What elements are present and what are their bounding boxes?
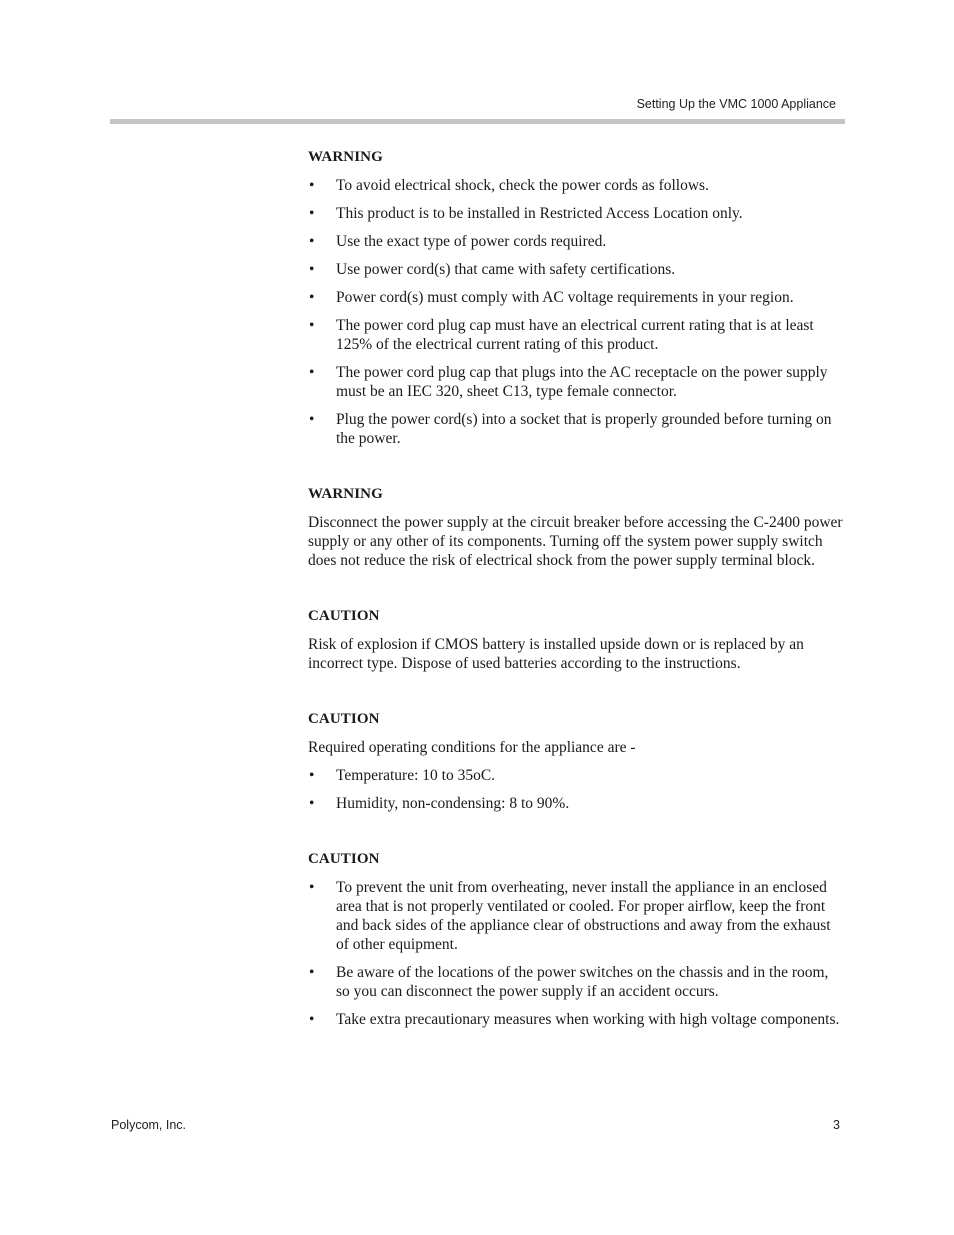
bullet-list bbox=[308, 878, 845, 1029]
header-rule bbox=[110, 119, 845, 124]
bullet-text: Power cord(s) must comply with AC voltage requirements in your region. bbox=[336, 289, 794, 306]
bullet-text: The power cord plug cap that plugs into the AC receptacle on the power supply must be an IEC 320, sheet C13, type female connector. bbox=[336, 364, 828, 400]
bullet-item bbox=[308, 204, 845, 223]
bullet-symbol: • bbox=[309, 879, 315, 896]
bullet-item bbox=[308, 794, 845, 813]
bullet-item bbox=[308, 176, 845, 195]
bullet-symbol: • bbox=[309, 1011, 315, 1028]
bullet-symbol: • bbox=[309, 177, 315, 194]
footer-company: Polycom, Inc. bbox=[111, 1118, 187, 1132]
notice-paragraph: Disconnect the power supply at the circuit breaker before accessing the C-2400 power supply or any other of its components. Turning off the system power supply switch does not reduce the risk of electrical shock from the power supply terminal block. bbox=[308, 514, 843, 569]
bullet-list bbox=[308, 176, 845, 448]
bullet-text: Temperature: 10 to 35oC. bbox=[336, 767, 496, 784]
running-header: Setting Up the VMC 1000 Appliance bbox=[636, 97, 836, 111]
notice-title: WARNING bbox=[308, 149, 383, 165]
bullet-text: Be aware of the locations of the power switches on the chassis and in the room, so you can disconnect the power supply if an accident occurs. bbox=[336, 964, 829, 1000]
notices-content bbox=[308, 148, 845, 1038]
caution-notice bbox=[308, 607, 845, 673]
bullet-item bbox=[308, 260, 845, 279]
bullet-item bbox=[308, 878, 845, 954]
bullet-symbol: • bbox=[309, 411, 315, 428]
bullet-symbol: • bbox=[309, 289, 315, 306]
bullet-item bbox=[308, 410, 845, 448]
bullet-symbol: • bbox=[309, 364, 315, 381]
caution-notice bbox=[308, 850, 845, 1029]
notice-title: CAUTION bbox=[308, 608, 380, 624]
bullet-symbol: • bbox=[309, 233, 315, 250]
bullet-text: To avoid electrical shock, check the power cords as follows. bbox=[336, 177, 709, 194]
bullet-item bbox=[308, 288, 845, 307]
bullet-text: This product is to be installed in Restricted Access Location only. bbox=[336, 205, 743, 222]
bullet-item bbox=[308, 363, 845, 401]
warning-notice bbox=[308, 485, 845, 570]
notice-paragraph: Risk of explosion if CMOS battery is installed upside down or is replaced by an incorrect type. Dispose of used batteries according to the instructions. bbox=[308, 636, 804, 672]
bullet-text: Humidity, non-condensing: 8 to 90%. bbox=[336, 795, 570, 812]
bullet-item bbox=[308, 1010, 845, 1029]
bullet-symbol: • bbox=[309, 767, 315, 784]
bullet-symbol: • bbox=[309, 964, 315, 981]
bullet-item bbox=[308, 766, 845, 785]
bullet-text: The power cord plug cap must have an electrical current rating that is at least 125% of the electrical current rating of this product. bbox=[336, 317, 814, 353]
bullet-symbol: • bbox=[309, 205, 315, 222]
bullet-text: Use the exact type of power cords required. bbox=[336, 233, 607, 250]
warning-notice bbox=[308, 148, 845, 448]
bullet-symbol: • bbox=[309, 261, 315, 278]
bullet-text: Take extra precautionary measures when working with high voltage components. bbox=[336, 1011, 840, 1028]
bullet-item bbox=[308, 316, 845, 354]
caution-notice bbox=[308, 710, 845, 813]
bullet-symbol: • bbox=[309, 317, 315, 334]
bullet-list bbox=[308, 766, 845, 813]
bullet-text: To prevent the unit from overheating, never install the appliance in an enclosed area that is not properly ventilated or cooled. For proper airflow, keep the front and back sides of the appliance clear of obstructions and away from the exhaust of other equipment. bbox=[336, 879, 831, 953]
notice-title: CAUTION bbox=[308, 711, 380, 727]
bullet-symbol: • bbox=[309, 795, 315, 812]
notice-title: WARNING bbox=[308, 486, 383, 502]
bullet-item bbox=[308, 963, 845, 1001]
page-number: 3 bbox=[833, 1118, 840, 1132]
bullet-text: Plug the power cord(s) into a socket that is properly grounded before turning on the power. bbox=[336, 411, 832, 447]
notice-title: CAUTION bbox=[308, 851, 380, 867]
notice-paragraph: Required operating conditions for the appliance are - bbox=[308, 739, 636, 756]
bullet-item bbox=[308, 232, 845, 251]
bullet-text: Use power cord(s) that came with safety certifications. bbox=[336, 261, 676, 278]
